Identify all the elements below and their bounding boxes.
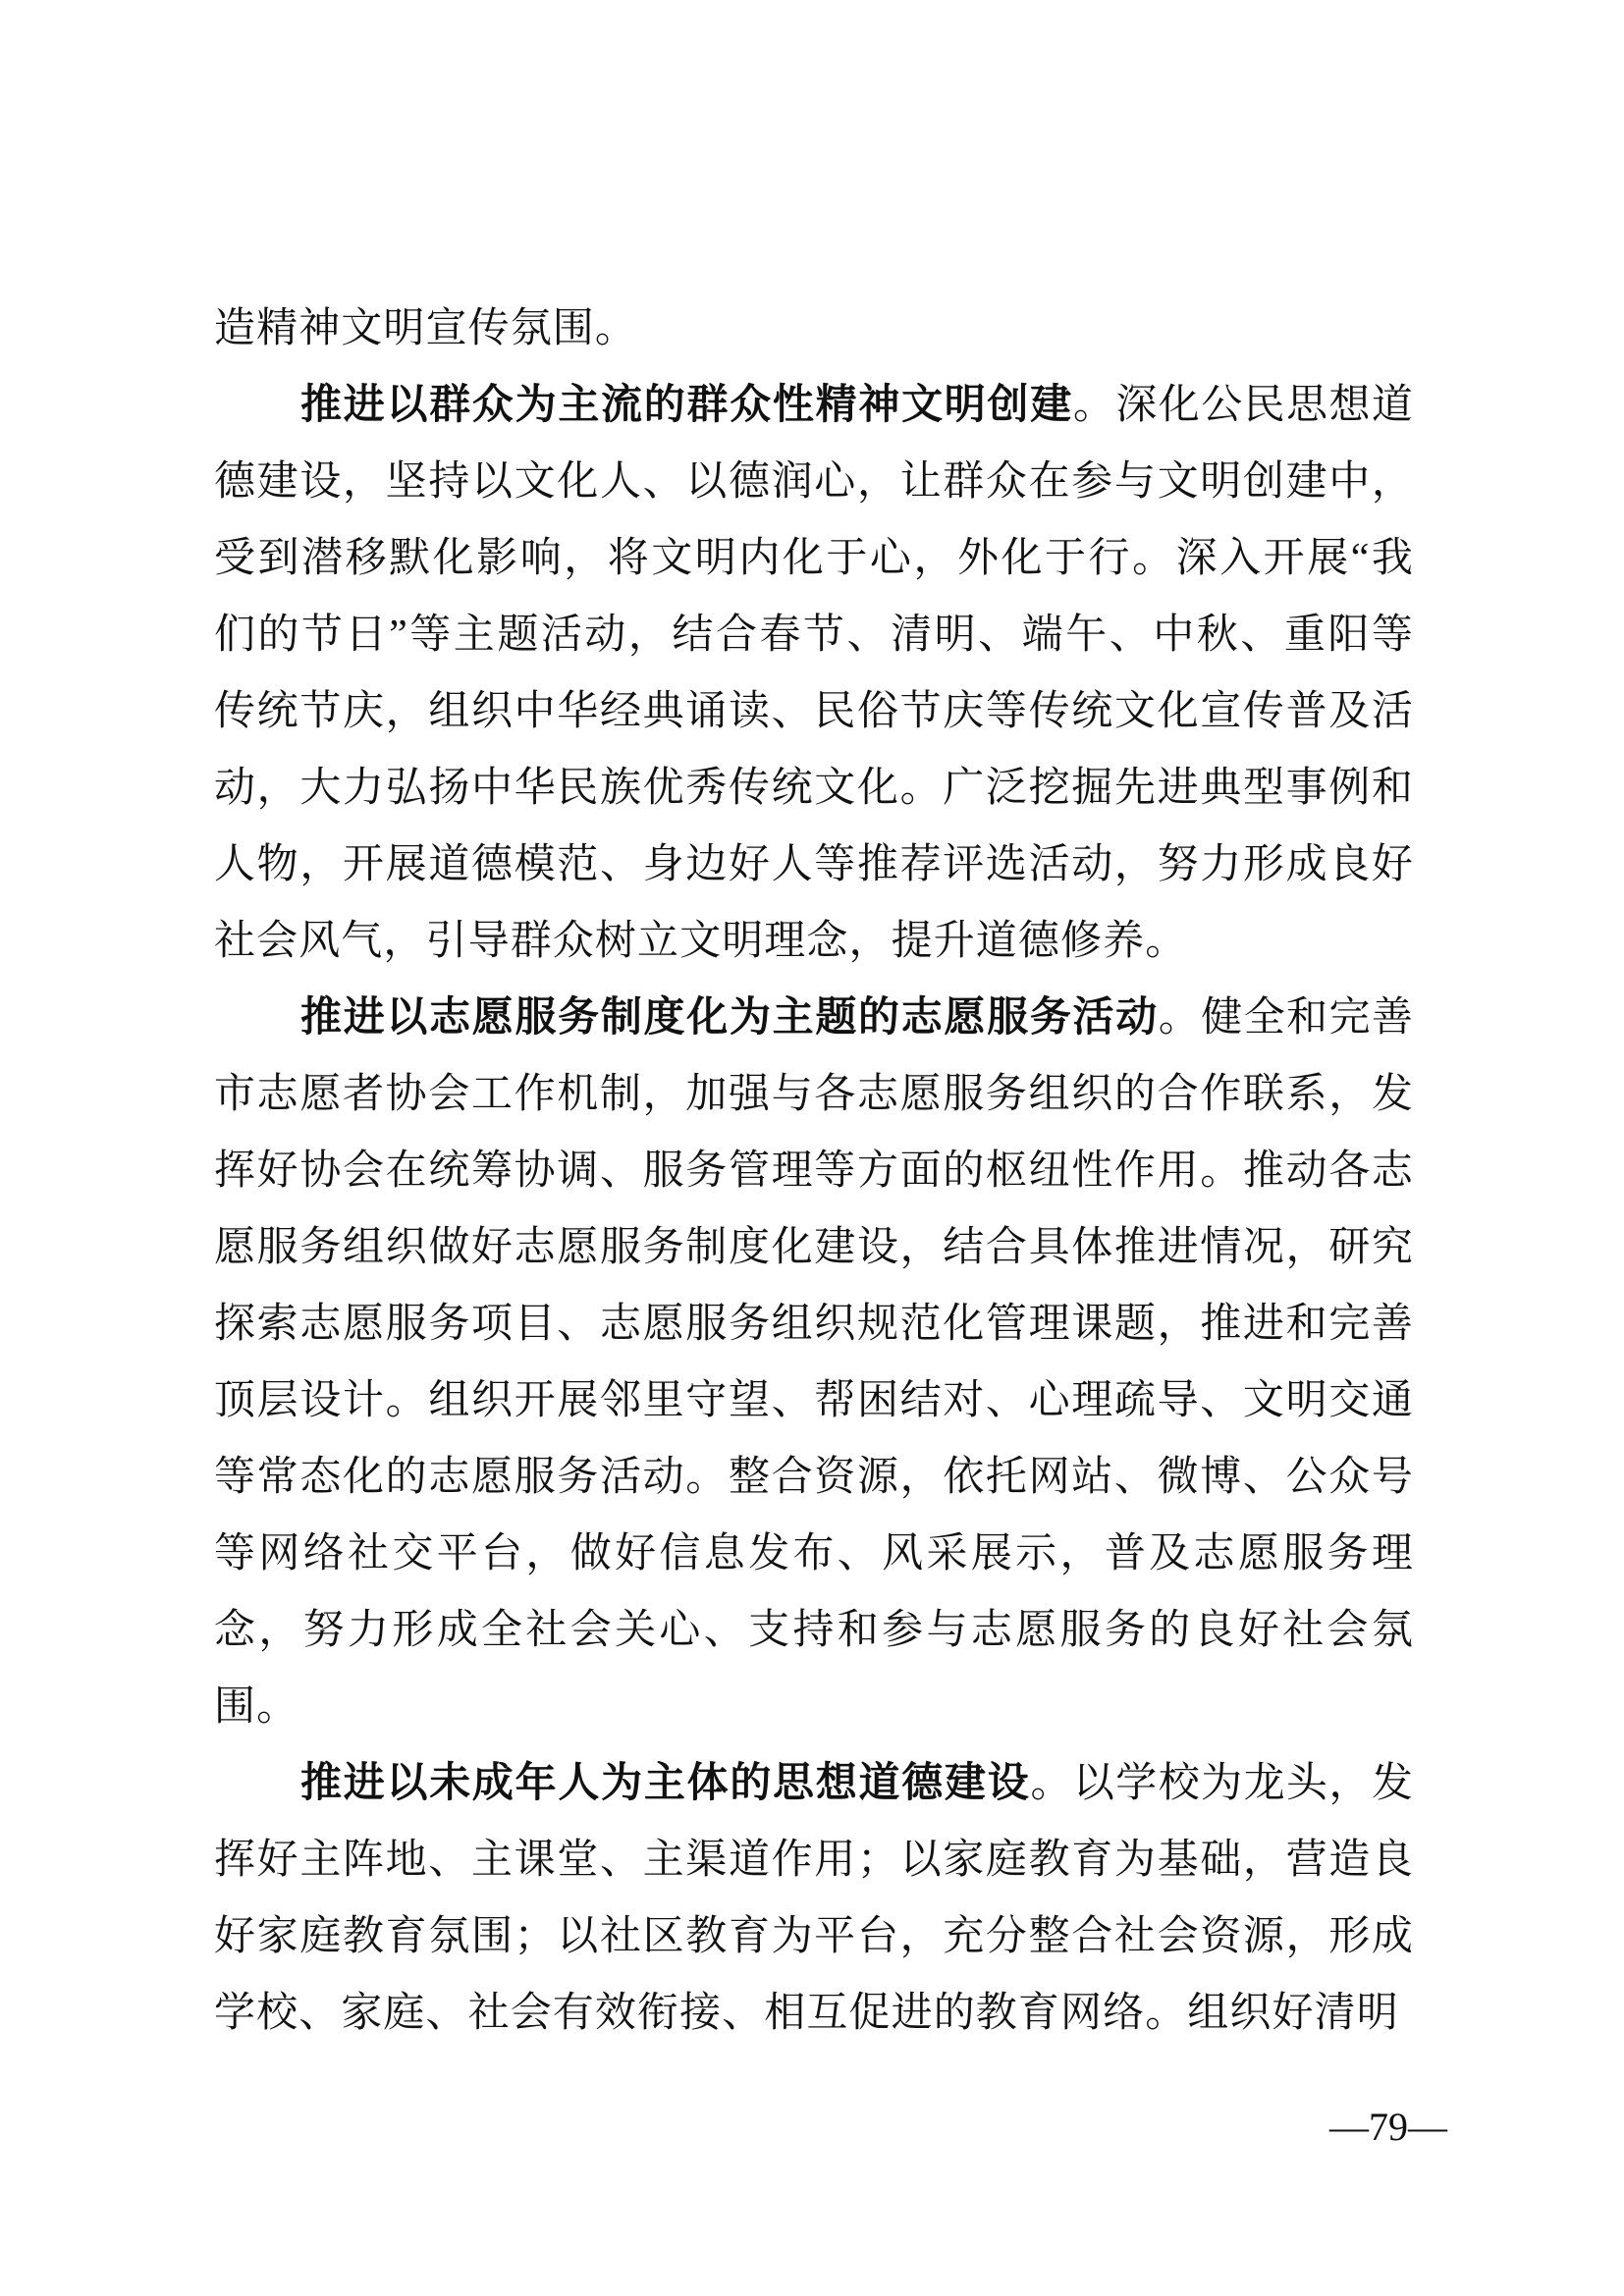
body-text-column <box>214 291 1414 2052</box>
paragraph-continued-line <box>214 291 1414 367</box>
paragraph-text: 。深化公民思想道德建设，坚持以文化人、以德润心，让群众在参与文明创建中，受到潜移默化影响，将文明内化于心，外化于行。深入开展“我们的节日”等主题活动，结合春节、清明、端午、中秋、重阳等传统节庆，组织中华经典诵读、民俗节庆等传统文化宣传普及活动，大力弘扬中华民族优秀传统文化。广泛挖掘先进典型事例和人物，开展道德模范、身边好人等推荐评选活动，努力形成良好社会风气，引导群众树立文明理念，提升道德修养。 <box>214 383 1414 964</box>
paragraph-minors-moral-education <box>214 1745 1414 2052</box>
paragraph-lead-heading: 推进以未成年人为主体的思想道德建设 <box>300 1761 1031 1806</box>
page-number: —79— <box>1329 2105 1447 2149</box>
paragraph-text: 。健全和完善市志愿者协会工作机制，加强与各志愿服务组织的合作联系，发挥好协会在统筹协调、服务管理等方面的枢纽性作用。推动各志愿服务组织做好志愿服务制度化建设，结合具体推进情况，研究探索志愿服务项目、志愿服务组织规范化管理课题，推进和完善顶层设计。组织开展邻里守望、帮困结对、心理疏导、文明交通等常态化的志愿服务活动。整合资源，依托网站、微博、公众号等网络社交平台，做好信息发布、风采展示，普及志愿服务理念，努力形成全社会关心、支持和参与志愿服务的良好社会氛围。 <box>214 995 1414 1730</box>
paragraph-lead-heading: 推进以群众为主流的群众性精神文明创建 <box>300 383 1073 428</box>
paragraph-lead-heading: 推进以志愿服务制度化为主题的志愿服务活动 <box>300 995 1159 1041</box>
paragraph-text: 造精神文明宣传氛围。 <box>214 306 638 351</box>
paragraph-text: 。以学校为龙头，发挥好主阵地、主课堂、主渠道作用；以家庭教育为基础，营造良好家庭教育氛围；以社区教育为平台，充分整合社会资源，形成学校、家庭、社会有效衔接、相互促进的教育网络。组织好清明 <box>214 1761 1414 2036</box>
paragraph-mass-spiritual-civilization <box>214 367 1414 980</box>
paragraph-volunteer-service <box>214 980 1414 1745</box>
